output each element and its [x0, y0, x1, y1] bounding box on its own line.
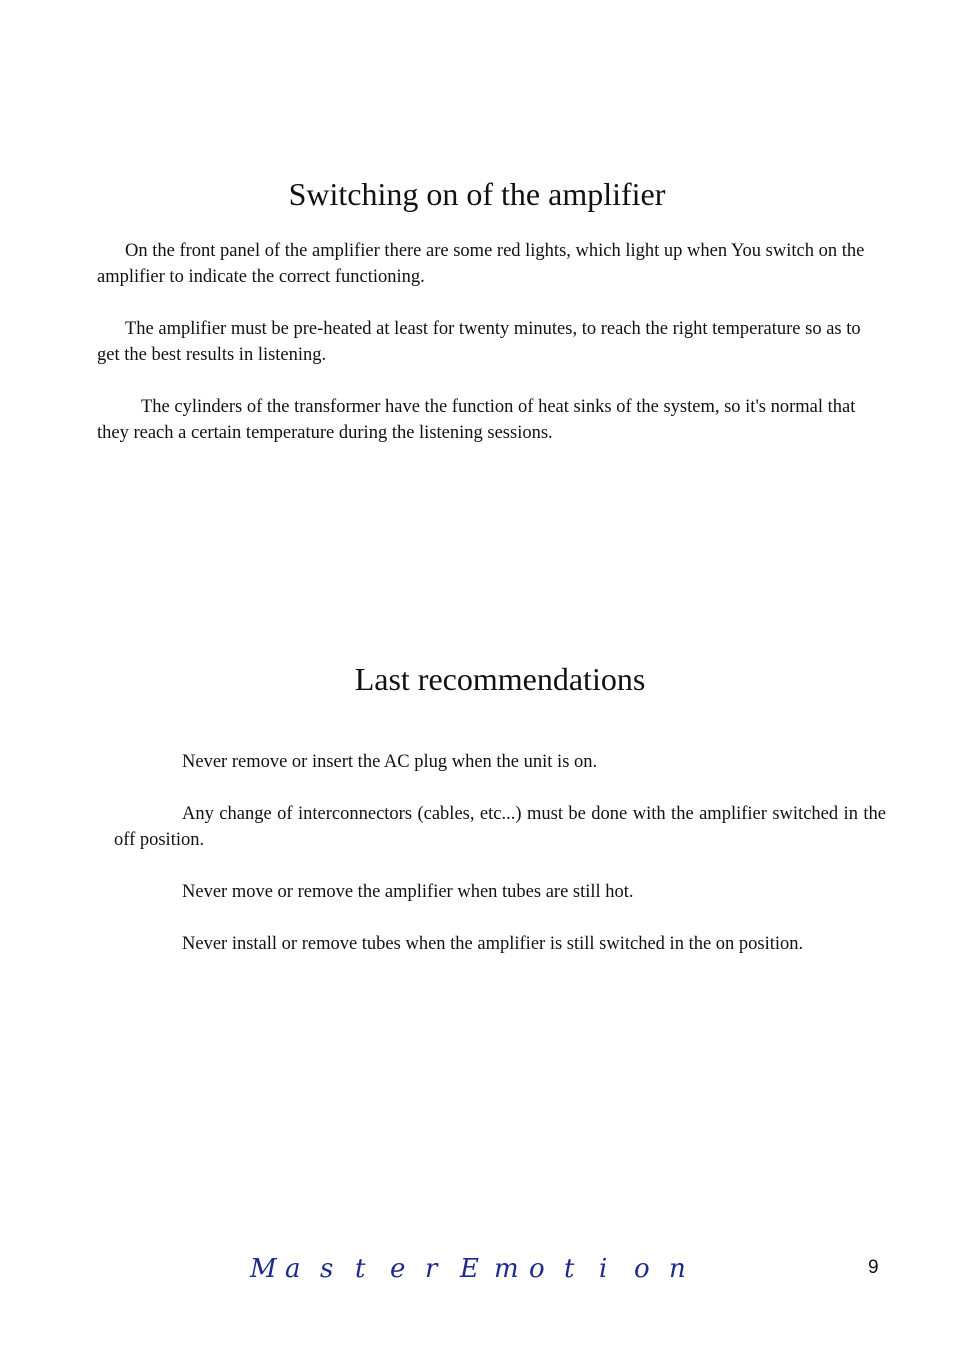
brand-letter: a	[285, 1254, 301, 1284]
section-title-last-recommendations: Last recommendations	[354, 661, 646, 697]
brand-letter: M	[250, 1254, 277, 1284]
paragraph-front-panel-lights: On the front panel of the amplifier there are some red lights, which light up when You switch on the amplifier to indicate the correct functioning.	[97, 241, 865, 287]
brand-letter: e	[390, 1254, 406, 1284]
section-title-switching-on: Switching on of the amplifier	[288, 176, 666, 212]
page-number: 9	[868, 1257, 879, 1278]
recommendation-move-amplifier: Never move or remove the amplifier when tubes are still hot.	[182, 882, 634, 902]
brand-letter: s	[320, 1254, 334, 1284]
brand-letter: o	[529, 1254, 545, 1284]
recommendation-install-tubes: Never install or remove tubes when the amplifier is still switched in the on position.	[182, 934, 804, 954]
recommendation-ac-plug: Never remove or insert the AC plug when the unit is on.	[182, 752, 598, 772]
brand-letter: m	[494, 1254, 519, 1284]
brand-letter: r	[425, 1254, 438, 1284]
brand-letter: t	[355, 1254, 366, 1284]
recommendation-interconnectors: Any change of interconnectors (cables, etc...) must be done with the amplifier switched in the off position.	[114, 804, 886, 850]
brand-letter: n	[669, 1254, 686, 1284]
brand-letter: E	[460, 1254, 479, 1284]
brand-letter: o	[634, 1254, 650, 1284]
brand-letter: t	[564, 1254, 575, 1284]
paragraph-heat-sinks: The cylinders of the transformer have the function of heat sinks of the system, so it's normal that they reach a certain temperature during the listening sessions.	[97, 397, 856, 443]
paragraph-pre-heating: The amplifier must be pre-heated at least for twenty minutes, to reach the right temperature so as to get the best results in listening.	[97, 319, 861, 365]
brand-letter: i	[599, 1254, 608, 1284]
